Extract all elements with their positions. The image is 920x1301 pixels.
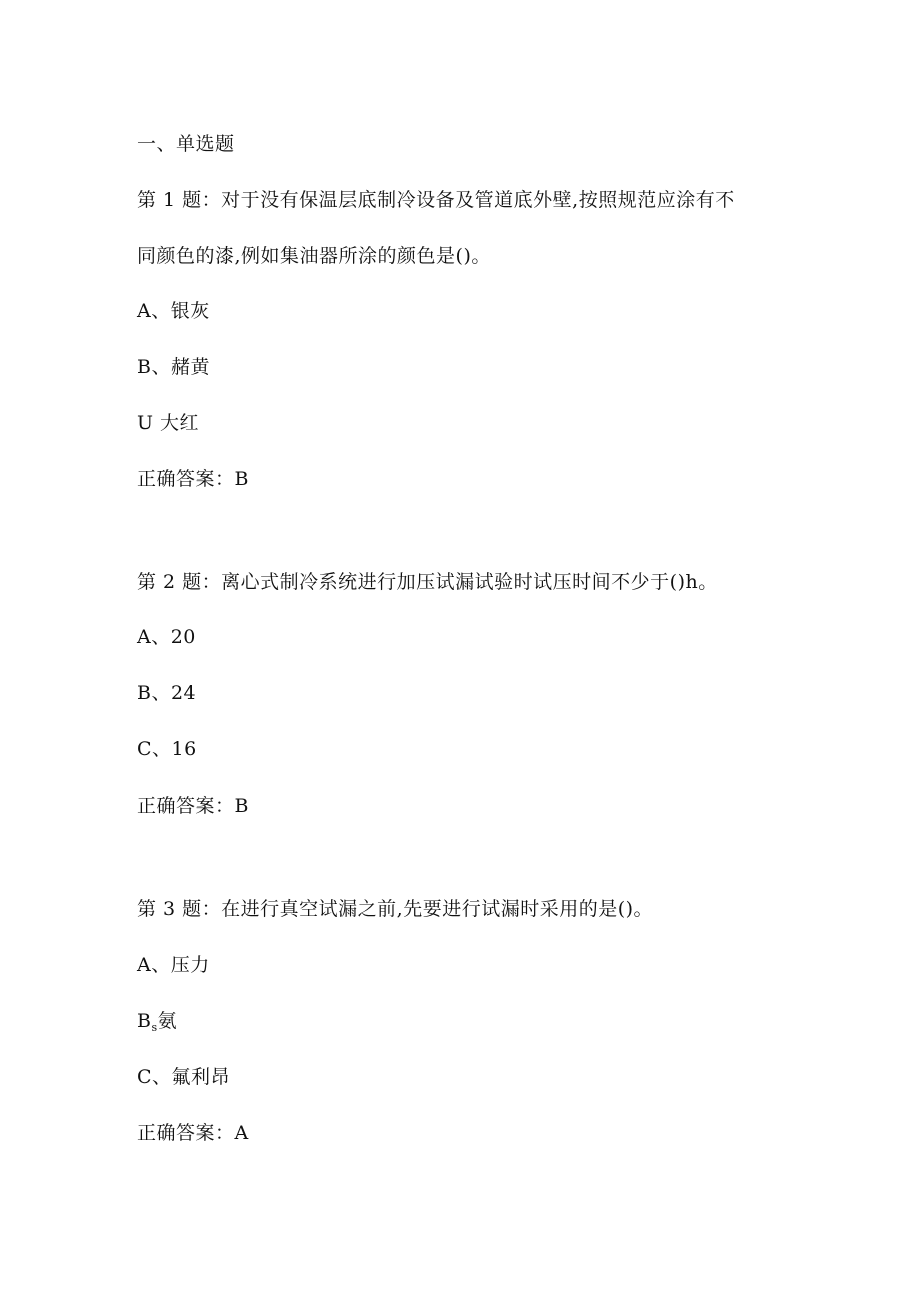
question-3-option-c: C、氟利昂 <box>137 1066 231 1088</box>
question-2-stem: 第 2 题：离心式制冷系统进行加压试漏试验时试压时间不少于()h。 <box>137 571 718 593</box>
question-2-option-a: A、20 <box>137 626 196 648</box>
section-heading: 一、单选题 <box>137 133 235 155</box>
question-3-option-b-letter: B <box>137 1010 152 1032</box>
question-3-answer: 正确答案：A <box>137 1122 249 1144</box>
question-3-option-b <box>137 1009 177 1040</box>
question-2-option-b: B、24 <box>137 682 197 704</box>
question-3-option-a: A、压力 <box>137 954 210 976</box>
question-3-stem: 第 3 题：在进行真空试漏之前,先要进行试漏时采用的是()。 <box>137 898 654 920</box>
question-1-option-b: B、赭黄 <box>137 356 210 378</box>
question-3-option-b-subscript: s <box>151 1021 158 1034</box>
question-2-answer: 正确答案：B <box>137 795 249 817</box>
question-1-option-a: A、银灰 <box>137 300 210 322</box>
question-1-stem-line-2: 同颜色的漆,例如集油器所涂的颜色是()。 <box>137 245 491 267</box>
question-2-option-c: C、16 <box>137 738 197 760</box>
question-1-option-c: U 大红 <box>137 412 200 434</box>
question-3-option-b-text: 氨 <box>157 1010 178 1032</box>
question-1-stem-line-1: 第 1 题：对于没有保温层底制冷设备及管道底外壁,按照规范应涂有不 <box>137 189 735 211</box>
question-1-answer: 正确答案：B <box>137 468 249 490</box>
